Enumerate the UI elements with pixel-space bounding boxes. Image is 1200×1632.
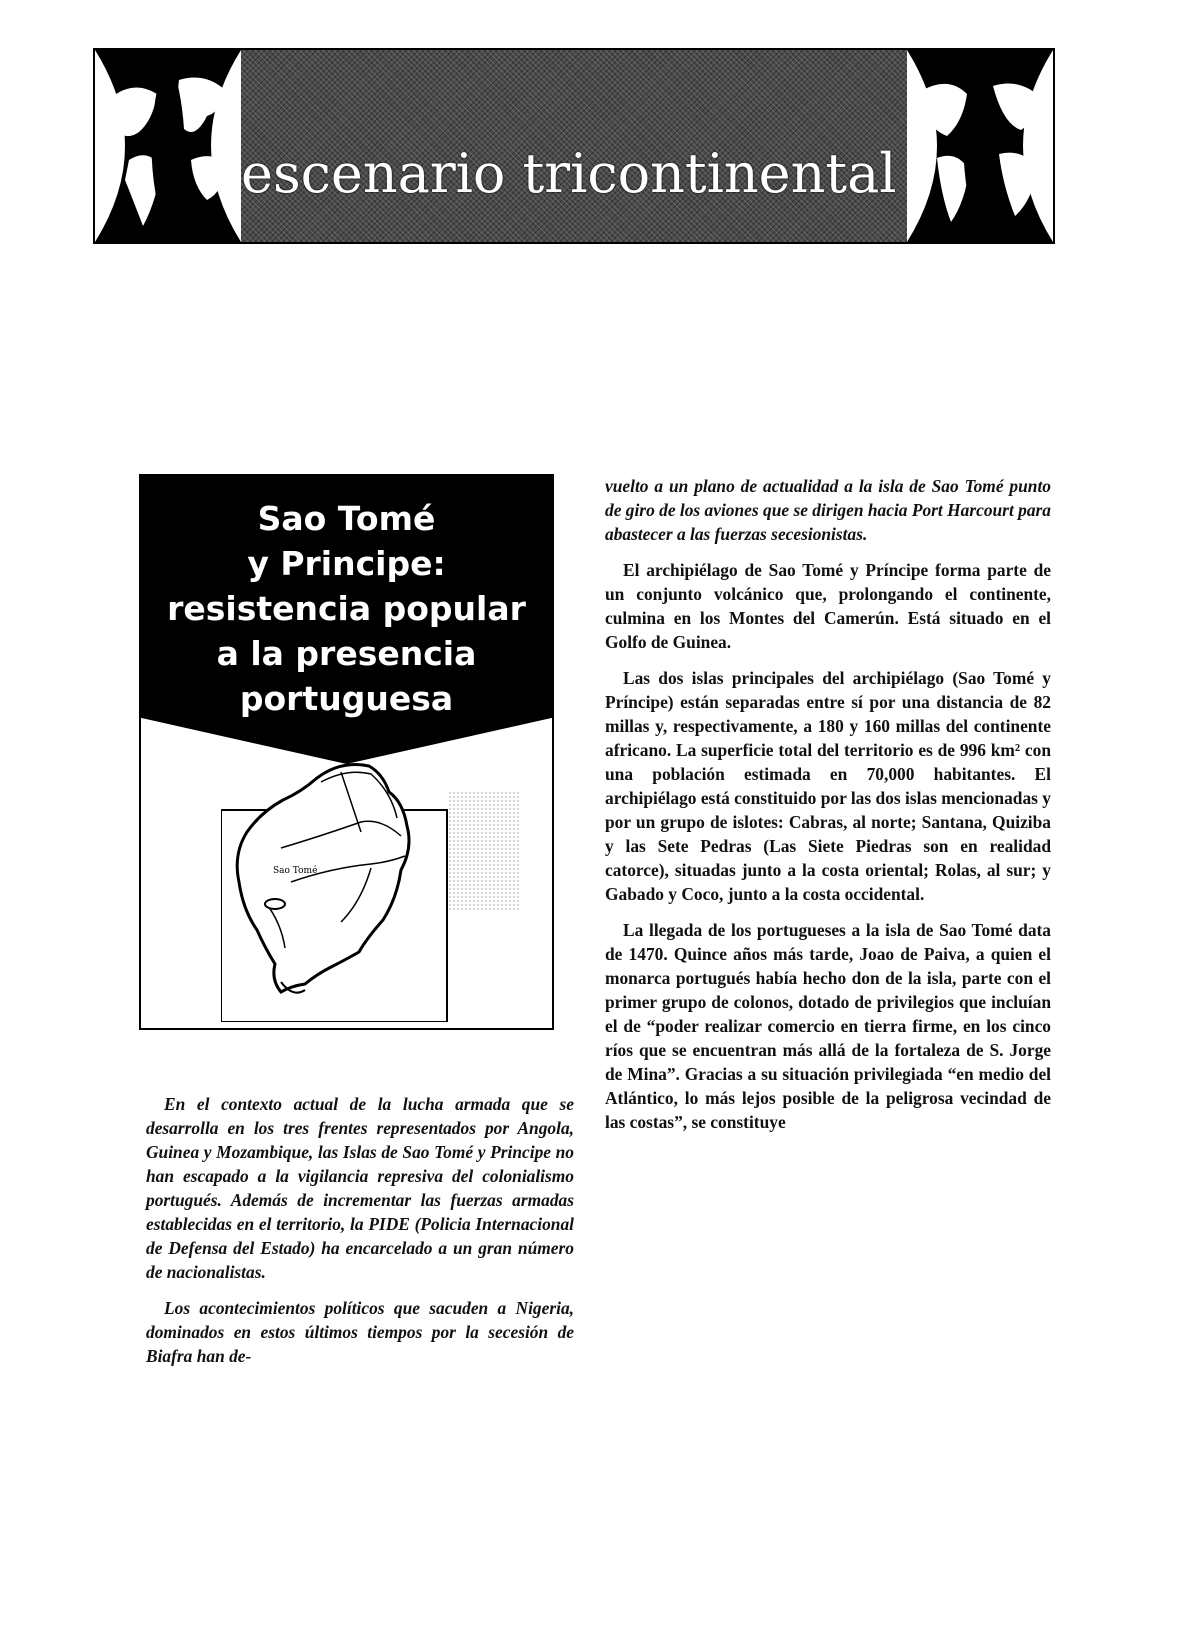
article-column-left — [146, 1092, 574, 1380]
map-label: Sao Tomé — [273, 866, 318, 876]
section-banner — [93, 48, 1055, 244]
paragraph: El archipiélago de Sao Tomé y Príncipe forma parte de un conjunto volcánico que, prolongando el continente, culmina en los Montes del Camerún. Está situado en el Golfo de Guinea. — [605, 560, 1051, 652]
globe-map-left-icon — [95, 50, 241, 242]
paragraph: vuelto a un plano de actualidad a la isla de Sao Tomé punto de giro de los aviones que se dirigen hacia Port Harcourt para abastecer a las fuerzas secesionistas. — [605, 476, 1051, 544]
paragraph: Los acontecimientos políticos que sacuden a Nigeria, dominados en estos últimos tiempos por la secesión de Biafra han de- — [146, 1298, 574, 1366]
article-title-line: resistencia popular — [167, 589, 526, 628]
paragraph: La llegada de los portugueses a la isla de Sao Tomé data de 1470. Quince años más tarde, Joao de Paiva, a quien el monarca portugués había hecho don de la isla, parte con el primer grupo de colonos, dotado de privilegios que incluían el de “poder realizar comercio en tierra firme, en los cinco ríos que se encuentran más allá de la fortaleza de S. Jorge de Mina”. Gracias a su situación privilegiada “en medio del Atlántico, lo más lejos posible de la peligrosa vecindad de las costas”, se constituye — [605, 920, 1051, 1132]
island-map — [221, 752, 521, 1022]
article-title-line: y Principe: — [247, 544, 446, 583]
article-title-line: portuguesa — [239, 679, 454, 718]
globe-map-right-icon — [907, 50, 1053, 242]
article-title — [141, 496, 552, 721]
article-title-line: Sao Tomé — [257, 499, 436, 538]
article-column-right — [605, 474, 1051, 1146]
paragraph: Las dos islas principales del archipiélago (Sao Tomé y Príncipe) están separadas entre sí por una distancia de 82 millas y, respectivamente, a 180 y 160 millas del continente africano. La superficie total del territorio es de 996 km² con una población estimada en 70,000 habitantes. El archipiélago está constituido por las dos islas mencionadas y por un grupo de islotes: Cabras, al norte; Santana, Quiziba y las Sete Pedras (Las Siete Piedras son en realidad catorce), situadas junto a la costa oriental; Rolas, al sur; y Gabado y Coco, junto a la costa occidental. — [605, 668, 1051, 904]
paragraph: En el contexto actual de la lucha armada que se desarrolla en los tres frentes representados por Angola, Guinea y Mozambique, las Islas de Sao Tomé y Principe no han escapado a la vigilancia represiva del colonialismo portugués. Además de incrementar las fuerzas armadas establecidas en el territorio, la PIDE (Policia Internacional de Defensa del Estado) ha encarcelado a un gran número de nacionalistas. — [146, 1094, 574, 1282]
banner-title: escenario tricontinental — [241, 142, 897, 205]
article-title-line: a la presencia — [216, 634, 477, 673]
feature-title-box — [139, 474, 554, 1030]
